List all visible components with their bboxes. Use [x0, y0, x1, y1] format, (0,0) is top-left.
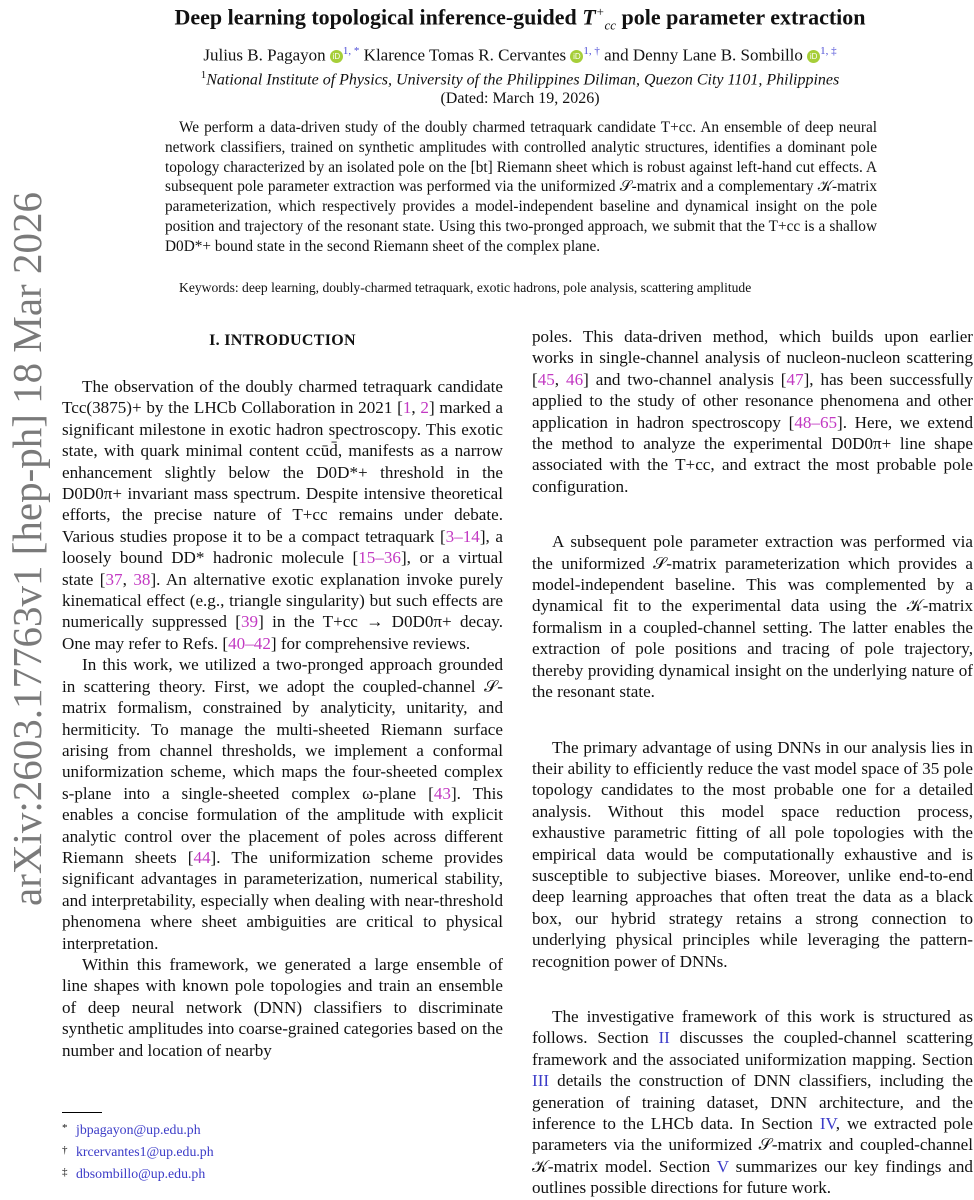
title-symbol: T: [582, 4, 596, 30]
paragraph: [62, 376, 503, 654]
text-run: The observation of the doubly charmed tetraquark candidate Tcc(3875)+ by the LHCb Collaboration in 2021 [: [62, 377, 503, 418]
citation-link[interactable]: 43: [433, 783, 451, 803]
paper-title: [100, 0, 940, 38]
title-prefix: Deep learning topological inference-guided: [174, 4, 583, 30]
footnote-mark: ‡: [62, 1166, 68, 1178]
title-symbol-sup: +: [595, 4, 605, 19]
email-link[interactable]: krcervantes1@up.edu.ph: [76, 1144, 214, 1159]
text-run: discusses the coupled-channel scattering framework and the associated uniformization mapping. Section: [532, 1028, 973, 1069]
right-column: [532, 326, 973, 1199]
orcid-icon[interactable]: iD: [807, 50, 820, 63]
footnote: [62, 1118, 502, 1140]
text-run: , we extracted pole parameters via the uniformized 𝒮-matrix and coupled-channel 𝒦-matrix model. Section: [532, 1114, 973, 1176]
text-run: The primary advantage of using DNNs in our analysis lies in their ability to efficiently reduce the vast model space of 35 pole topology candidates to the most probable one for a detailed analysis. Without this model space reduction process, exhaustive parametric fitting of all pole topologies with the empirical data would be computationally exhaustive and is susceptible to subjective biases. Moreover, unlike end-to-end deep learning approaches that often treat the data as a black box, our hybrid strategy retains a strong connection to underlying physical principles while leveraging the pattern-recognition power of DNNs.: [532, 737, 973, 971]
affiliation-mark: 1: [200, 69, 207, 81]
citation-link[interactable]: 15–36: [358, 548, 401, 568]
email-link[interactable]: dbsombillo@up.edu.ph: [76, 1166, 206, 1181]
author-name: Denny Lane B. Sombillo: [632, 45, 803, 65]
title-symbol-sub: cc: [604, 17, 617, 33]
footnote-divider: [62, 1112, 102, 1113]
paragraph: [532, 1006, 973, 1199]
citation-link[interactable]: 44: [193, 847, 211, 867]
author-conjunction: and: [604, 45, 629, 65]
citation-link[interactable]: 46: [566, 369, 584, 389]
dated-line: (Dated: March 19, 2026): [440, 90, 600, 107]
citation-link[interactable]: 45: [537, 369, 555, 389]
text-run: ,: [122, 569, 134, 589]
citation-link[interactable]: 48–65: [794, 412, 838, 432]
orcid-icon[interactable]: iD: [330, 50, 343, 63]
citation-link[interactable]: 40–42: [228, 633, 271, 653]
text-run: ] marked a significant milestone in exotic hadron spectroscopy. This exotic state, with quark minimal content ccūd̄, manifests as a narrow enhancement slightly below the D0D*+ threshold in the D0D0π+ invariant mass spectrum. Despite intensive theoretical efforts, the precise nature of T+cc remains under debate. Various studies propose it to be a compact tetraquark [: [62, 398, 504, 546]
abstract: We perform a data-driven study of the doubly charmed tetraquark candidate T+cc. An ensemble of deep neural network classifiers, trained on synthetic amplitudes with controlled analytic structures, identifies a dominant pole topology characterized by an isolated pole on the [bt] Riemann sheet which is robust against left-hand cut effects. A subsequent pole parameter extraction was performed via the uniformized 𝒮-matrix and a complementary 𝒦-matrix parameterization, which respectively provides a model-independent baseline and dynamical insight on the pole position and trajectory of the resonant state. Using this two-pronged approach, we submit that the T+cc is a shallow D0D*+ bound state in the second Riemann sheet of the complex plane.: [165, 119, 877, 255]
paragraph: [532, 531, 973, 702]
footnote-mark: †: [62, 1144, 68, 1156]
keywords: Keywords: deep learning, doubly-charmed tetraquark, exotic hadrons, pole analysis, scattering amplitude: [179, 280, 752, 295]
citation-link[interactable]: 39: [241, 612, 259, 632]
text-run: ,: [554, 369, 567, 389]
citation-link[interactable]: 1: [402, 398, 412, 418]
text-run: Within this framework, we generated a large ensemble of line shapes with known pole topologies and train an ensemble of deep neural network (DNN) classifiers to discriminate synthetic amplitudes into coarse-grained categories based on the number and location of nearby: [62, 954, 503, 1060]
section-ref-link[interactable]: III: [532, 1071, 550, 1091]
orcid-icon[interactable]: iD: [570, 50, 583, 63]
section-ref-link[interactable]: II: [658, 1028, 670, 1048]
left-column: [62, 330, 503, 1061]
author-name: Julius B. Pagayon: [203, 45, 326, 65]
text-run: summarizes our key findings and outlines possible directions for future work.: [532, 1156, 973, 1198]
text-run: details the construction of DNN classifiers, including the generation of training dataset, DNN architecture, and the inference to the LHCb data. In Section: [532, 1071, 973, 1133]
arxiv-identifier-stamp[interactable]: arXiv:2603.17763v1 [hep-ph] 18 Mar 2026: [4, 192, 50, 906]
section-heading: I. INTRODUCTION: [209, 332, 356, 349]
text-run: The investigative framework of this work is structured as follows. Section: [532, 1006, 973, 1048]
citation-link[interactable]: 38: [133, 569, 151, 589]
text-run: ], or a virtual state [: [62, 548, 503, 589]
text-run: ], a loosely bound DD* hadronic molecule [: [62, 526, 503, 568]
text-run: ] and two-channel analysis [: [583, 369, 787, 389]
text-run: ] for comprehensive reviews.: [270, 633, 471, 653]
section-ref-link[interactable]: IV: [819, 1114, 836, 1133]
text-run: In this work, we utilized a two-pronged approach grounded in scattering theory. First, we adopt the coupled-channel 𝒮-matrix formalism, constrained by analyticity, unitarity, and hermiticity. To manage the multi-sheeted Riemann surface arising from channel thresholds, we implement a conformal uniformization scheme, which maps the four-sheeted complex s-plane into a single-sheeted complex ω-plane [: [62, 655, 503, 803]
text-run: A subsequent pole parameter extraction was performed via the uniformized 𝒮-matrix parameterization which provides a model-independent baseline. This was complemented by a dynamical fit to the experimental data using the 𝒦-matrix formalism in a coupled-channel setting. The latter enables the extraction of pole positions and tracing of pole trajectory, thereby providing dynamical insight on the underlying nature of the resonant state.: [532, 532, 973, 702]
affiliation: [100, 65, 940, 90]
footnote: [62, 1162, 502, 1184]
text-run: ]. Here, we extend the method to analyze the experimental D0D0π+ line shape associated with the T+cc, and extract the most probable pole configuration.: [532, 412, 973, 496]
text-run: ] in the T+cc → D0D0π+ decay. One may refer to Refs. [: [62, 612, 504, 653]
citation-link[interactable]: 2: [420, 398, 429, 418]
email-link[interactable]: jbpagayon@up.edu.ph: [76, 1122, 201, 1137]
author-marks[interactable]: 1, ‡: [820, 45, 837, 57]
title-suffix: pole parameter extraction: [616, 4, 866, 30]
text-run: ]. An alternative exotic explanation invoke purely kinematical effect (e.g., triangle singularity) but such effects are numerically suppressed [: [62, 569, 504, 632]
paragraph: [532, 326, 973, 497]
author-marks[interactable]: 1, †: [583, 45, 600, 57]
paragraph: [62, 954, 503, 1061]
footnote-mark: *: [62, 1122, 68, 1134]
citation-link[interactable]: 37: [105, 569, 123, 589]
affiliation-text: National Institute of Physics, University of the Philippines Diliman, Quezon City 1101, Philippines: [206, 71, 840, 89]
footnotes: [62, 1118, 502, 1184]
paragraph: [62, 654, 503, 954]
paragraph: [532, 737, 973, 972]
text-run: poles. This data-driven method, which builds upon earlier works in single-channel analysis of nucleon-nucleon scattering [: [532, 327, 973, 389]
citation-link[interactable]: 47: [786, 369, 804, 389]
text-run: ]. The uniformization scheme provides significant advantages in parameterization, numerical stability, and interpretability, especially when dealing with near-threshold phenomena where sheet ambiguities are critical to physical interpretation.: [62, 847, 503, 953]
citation-link[interactable]: 3–14: [445, 526, 480, 546]
author-marks[interactable]: 1, *: [342, 45, 360, 57]
section-ref-link[interactable]: V: [716, 1156, 729, 1176]
author-name: Klarence Tomas R. Cervantes: [363, 45, 567, 65]
text-run: ]. This enables a concise formulation of the amplitude with explicit analytic control over the placement of poles across different Riemann sheets [: [62, 783, 503, 867]
footnote: [62, 1140, 502, 1162]
text-run: ,: [411, 398, 421, 418]
author-list: [100, 40, 940, 67]
text-run: ], has been successfully applied to the study of other resonance phenomena and other application in hadron spectroscopy [: [532, 369, 974, 432]
